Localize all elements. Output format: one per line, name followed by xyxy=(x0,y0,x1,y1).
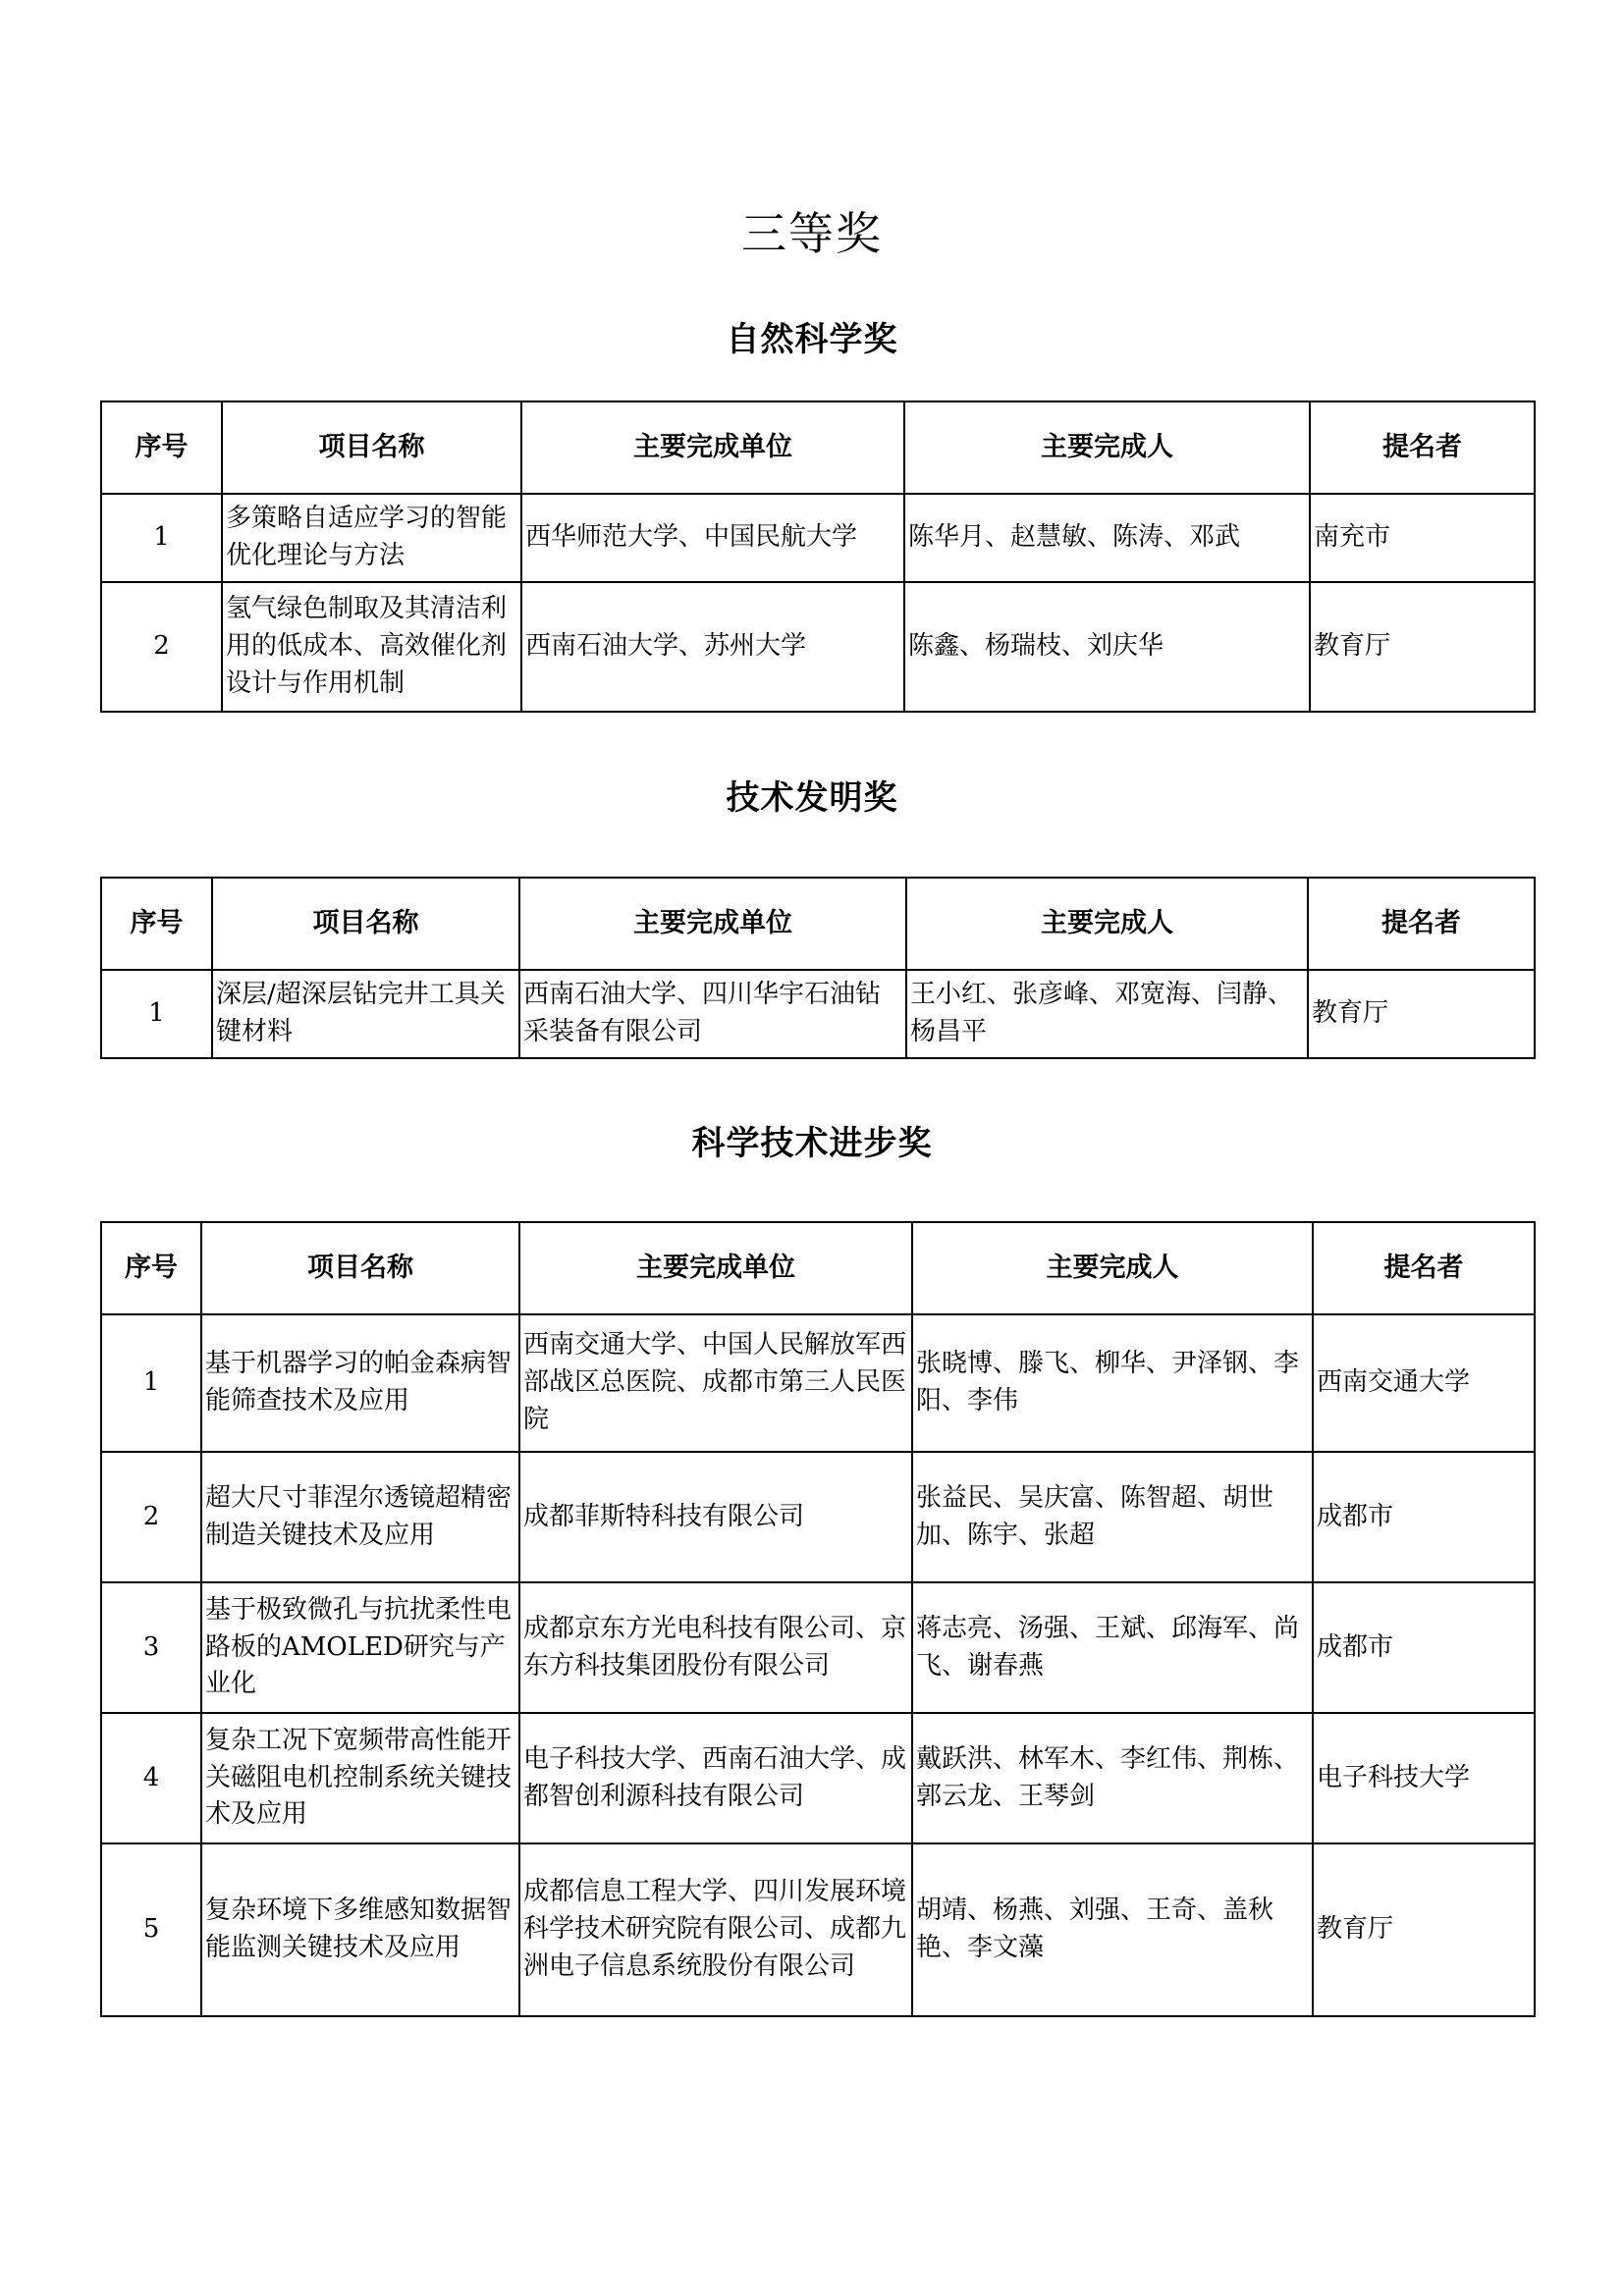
table-header-row xyxy=(101,401,1535,494)
row-project: 多策略自适应学习的智能优化理论与方法 xyxy=(222,494,521,582)
row-units: 西南石油大学、四川华宇石油钻采装备有限公司 xyxy=(519,970,906,1058)
header-units: 主要完成单位 xyxy=(519,878,906,970)
row-units: 西南石油大学、苏州大学 xyxy=(521,582,904,712)
header-number: 序号 xyxy=(101,878,212,970)
row-project: 氢气绿色制取及其清洁利用的低成本、高效催化剂设计与作用机制 xyxy=(222,582,521,712)
row-number: 3 xyxy=(101,1582,201,1713)
row-nominator: 电子科技大学 xyxy=(1313,1713,1535,1843)
row-nominator: 西南交通大学 xyxy=(1313,1314,1535,1452)
header-number: 序号 xyxy=(101,1222,201,1314)
table-row xyxy=(101,1452,1535,1582)
header-project: 项目名称 xyxy=(212,878,519,970)
sci-tech-progress-table xyxy=(100,1221,1536,2017)
header-number: 序号 xyxy=(101,401,222,494)
header-project: 项目名称 xyxy=(201,1222,519,1314)
row-units: 成都菲斯特科技有限公司 xyxy=(519,1452,912,1582)
row-people: 胡靖、杨燕、刘强、王奇、盖秋艳、李文藻 xyxy=(912,1843,1313,2016)
header-people: 主要完成人 xyxy=(904,401,1310,494)
row-project: 超大尺寸菲涅尔透镜超精密制造关键技术及应用 xyxy=(201,1452,519,1582)
table-row xyxy=(101,1314,1535,1452)
header-people: 主要完成人 xyxy=(912,1222,1313,1314)
row-people: 蒋志亮、汤强、王斌、邱海军、尚飞、谢春燕 xyxy=(912,1582,1313,1713)
row-nominator: 成都市 xyxy=(1313,1452,1535,1582)
technical-invention-table xyxy=(100,877,1536,1059)
table-row xyxy=(101,1582,1535,1713)
row-units: 成都信息工程大学、四川发展环境科学技术研究院有限公司、成都九洲电子信息系统股份有限公司 xyxy=(519,1843,912,2016)
row-people: 张晓博、滕飞、柳华、尹泽钢、李阳、李伟 xyxy=(912,1314,1313,1452)
page-title: 三等奖 xyxy=(741,207,883,260)
row-nominator: 教育厅 xyxy=(1310,582,1535,712)
row-number: 1 xyxy=(101,970,212,1058)
row-people: 陈鑫、杨瑞枝、刘庆华 xyxy=(904,582,1310,712)
header-nominator: 提名者 xyxy=(1308,878,1535,970)
header-nominator: 提名者 xyxy=(1310,401,1535,494)
table-row xyxy=(101,970,1535,1058)
row-number: 2 xyxy=(101,582,222,712)
header-project: 项目名称 xyxy=(222,401,521,494)
row-project: 复杂工况下宽频带高性能开关磁阻电机控制系统关键技术及应用 xyxy=(201,1713,519,1843)
section-title-natural-science: 自然科学奖 xyxy=(726,320,898,359)
row-number: 4 xyxy=(101,1713,201,1843)
row-project: 复杂环境下多维感知数据智能监测关键技术及应用 xyxy=(201,1843,519,2016)
row-people: 张益民、吴庆富、陈智超、胡世加、陈宇、张超 xyxy=(912,1452,1313,1582)
header-nominator: 提名者 xyxy=(1313,1222,1535,1314)
header-units: 主要完成单位 xyxy=(519,1222,912,1314)
section-title-sci-tech-progress: 科学技术进步奖 xyxy=(691,1124,933,1163)
row-number: 2 xyxy=(101,1452,201,1582)
row-units: 西华师范大学、中国民航大学 xyxy=(521,494,904,582)
header-people: 主要完成人 xyxy=(906,878,1308,970)
row-project: 基于机器学习的帕金森病智能筛查技术及应用 xyxy=(201,1314,519,1452)
row-people: 戴跃洪、林军木、李红伟、荆栋、郭云龙、王琴剑 xyxy=(912,1713,1313,1843)
row-number: 1 xyxy=(101,494,222,582)
table-row xyxy=(101,582,1535,712)
row-units: 西南交通大学、中国人民解放军西部战区总医院、成都市第三人民医院 xyxy=(519,1314,912,1452)
row-people: 王小红、张彦峰、邓宽海、闫静、杨昌平 xyxy=(906,970,1308,1058)
natural-science-table xyxy=(100,400,1536,713)
table-header-row xyxy=(101,1222,1535,1314)
header-units: 主要完成单位 xyxy=(521,401,904,494)
table-row xyxy=(101,1713,1535,1843)
row-project: 深层/超深层钻完井工具关键材料 xyxy=(212,970,519,1058)
row-people: 陈华月、赵慧敏、陈涛、邓武 xyxy=(904,494,1310,582)
table-row xyxy=(101,494,1535,582)
table-header-row xyxy=(101,878,1535,970)
row-nominator: 成都市 xyxy=(1313,1582,1535,1713)
row-project: 基于极致微孔与抗扰柔性电路板的AMOLED研究与产业化 xyxy=(201,1582,519,1713)
row-units: 成都京东方光电科技有限公司、京东方科技集团股份有限公司 xyxy=(519,1582,912,1713)
row-units: 电子科技大学、西南石油大学、成都智创利源科技有限公司 xyxy=(519,1713,912,1843)
row-nominator: 南充市 xyxy=(1310,494,1535,582)
row-number: 5 xyxy=(101,1843,201,2016)
table-row xyxy=(101,1843,1535,2016)
row-number: 1 xyxy=(101,1314,201,1452)
section-title-technical-invention: 技术发明奖 xyxy=(726,778,898,818)
row-nominator: 教育厅 xyxy=(1313,1843,1535,2016)
row-nominator: 教育厅 xyxy=(1308,970,1535,1058)
